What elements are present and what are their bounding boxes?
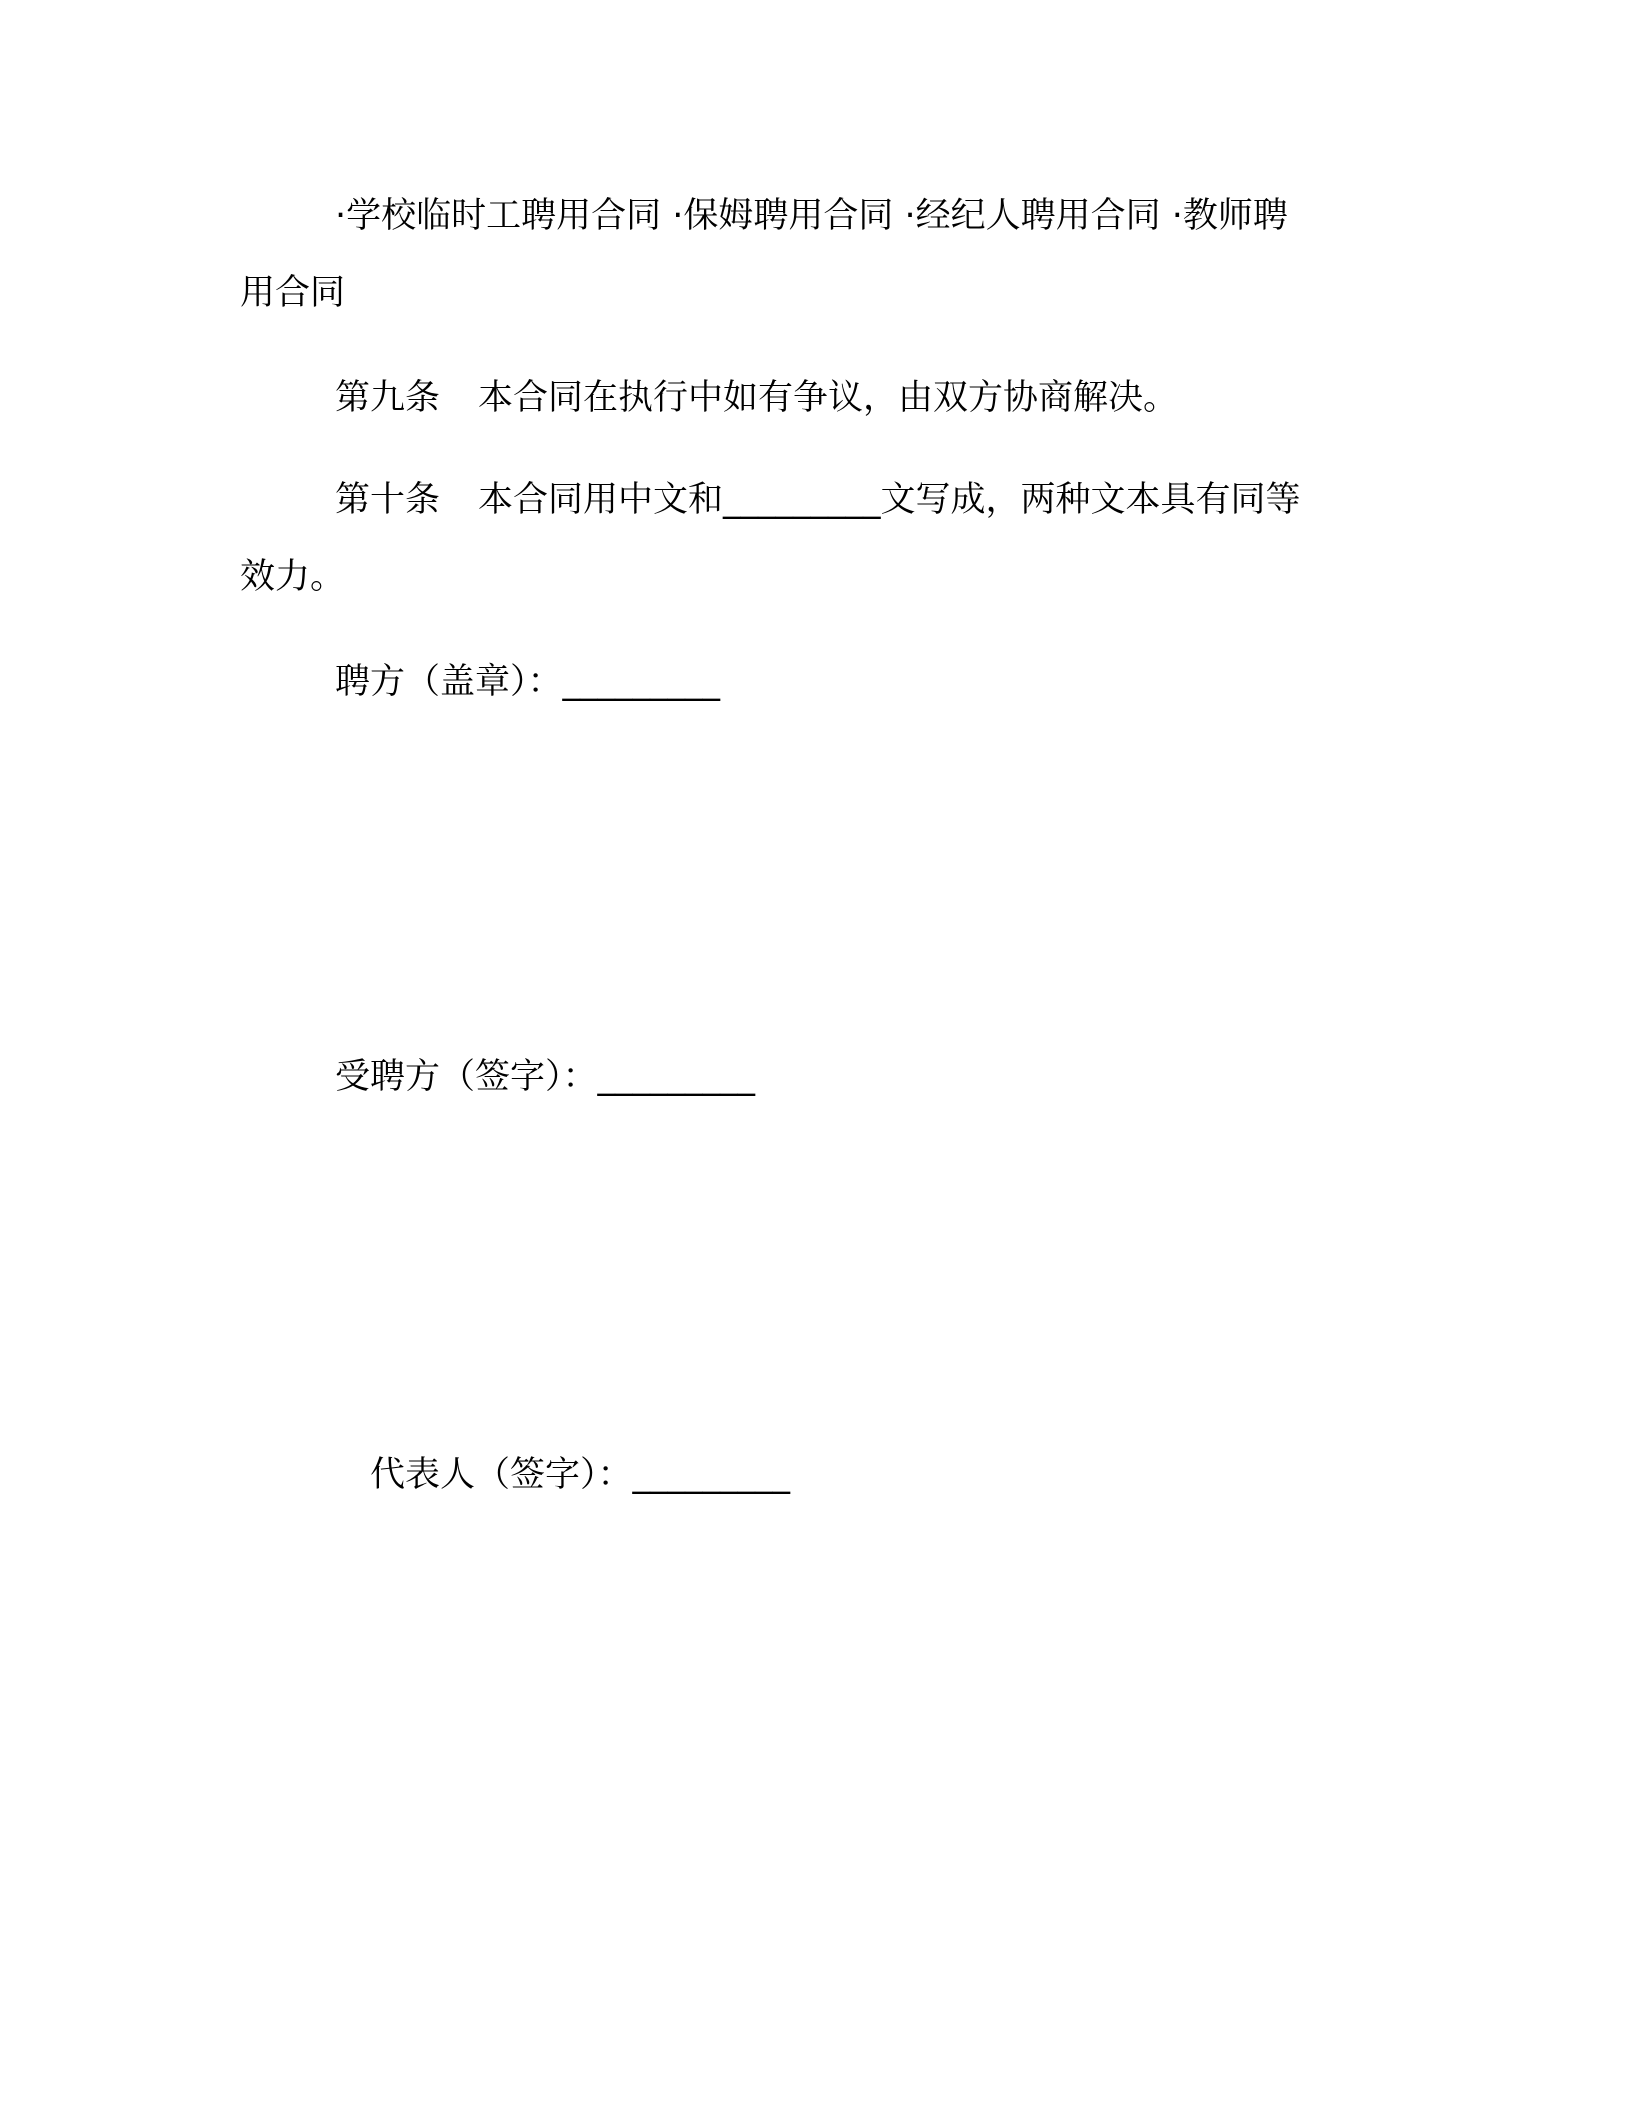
related-contracts-text: ·学校临时工聘用合同 ·保姆聘用合同 ·经纪人聘用合同 ·教师聘 bbox=[335, 196, 1288, 236]
article-10-label: 第十条 bbox=[335, 480, 441, 520]
representative-signature bbox=[370, 1453, 790, 1497]
article-10-text-line-2: 效力。 bbox=[240, 557, 346, 597]
article-9-text: 本合同在执行中如有争议，由双方协商解决。 bbox=[478, 378, 1179, 418]
related-contracts-line-1 bbox=[335, 194, 1288, 238]
employee-label: 受聘方（签字）： bbox=[335, 1057, 598, 1097]
employee-blank: _________ bbox=[597, 1057, 756, 1097]
representative-label: 代表人（签字）： bbox=[370, 1455, 633, 1495]
article-9 bbox=[335, 376, 1178, 420]
related-contracts-text-cont: 用合同 bbox=[240, 273, 346, 313]
employee-signature bbox=[335, 1055, 755, 1099]
related-contracts-line-2 bbox=[240, 271, 345, 315]
employer-signature bbox=[335, 660, 720, 704]
representative-blank: _________ bbox=[632, 1455, 791, 1495]
employer-blank: _________ bbox=[562, 662, 721, 702]
article-10 bbox=[335, 478, 1301, 522]
article-10-text-after: 文写成，两种文本具有同等 bbox=[880, 480, 1301, 520]
employer-label: 聘方（盖章）： bbox=[335, 662, 563, 702]
article-9-label: 第九条 bbox=[335, 378, 441, 418]
article-10-text-before: 本合同用中文和 bbox=[478, 480, 724, 520]
article-10-line-2 bbox=[240, 555, 345, 599]
article-10-blank: _________ bbox=[723, 480, 881, 520]
